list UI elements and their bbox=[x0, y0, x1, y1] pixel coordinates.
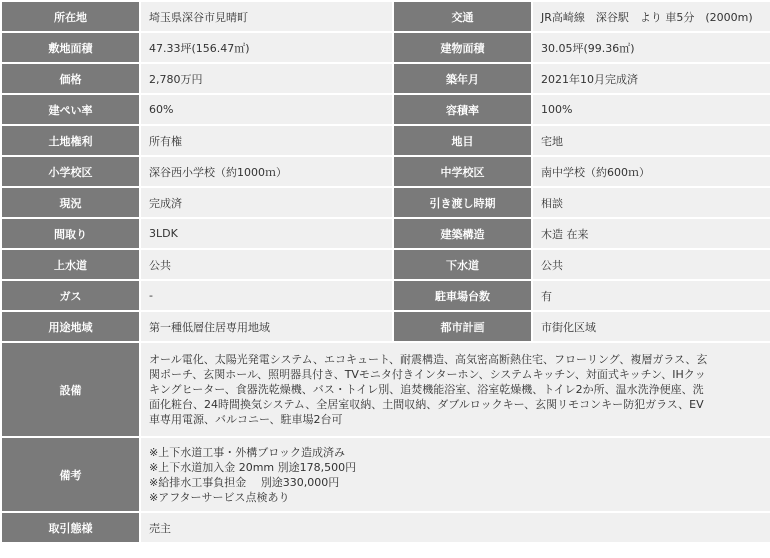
value-water-supply: 公共 bbox=[140, 249, 393, 280]
value-building-area: 30.05坪(99.36㎡) bbox=[532, 32, 770, 63]
label-location: 所在地 bbox=[1, 1, 140, 32]
row-gas bbox=[1, 280, 770, 311]
row-layout bbox=[1, 218, 770, 249]
value-structure: 木造 在来 bbox=[532, 218, 770, 249]
value-junior-high-school: 南中学校（約600ｍ） bbox=[532, 156, 770, 187]
equipment-line: 車専用電源、バルコニー、駐車場2台可 bbox=[149, 413, 343, 426]
label-built-date: 築年月 bbox=[393, 63, 532, 94]
value-equipment bbox=[140, 342, 770, 437]
label-floor-plan: 間取り bbox=[1, 218, 140, 249]
label-city-planning: 都市計画 bbox=[393, 311, 532, 342]
row-zoning bbox=[1, 311, 770, 342]
row-remarks bbox=[1, 437, 770, 512]
row-rights bbox=[1, 125, 770, 156]
row-coverage bbox=[1, 94, 770, 125]
remarks-line: ※アフターサービス点検あり bbox=[149, 490, 290, 504]
value-built-date: 2021年10月完成済 bbox=[532, 63, 770, 94]
value-price: 2,780万円 bbox=[140, 63, 393, 94]
label-zoning: 用途地域 bbox=[1, 311, 140, 342]
label-land-area: 敷地面積 bbox=[1, 32, 140, 63]
row-location bbox=[1, 1, 770, 32]
row-transaction bbox=[1, 512, 770, 543]
remarks-line: ※上下水道工事・外構ブロック造成済み bbox=[149, 445, 345, 459]
label-price: 価格 bbox=[1, 63, 140, 94]
label-sewerage: 下水道 bbox=[393, 249, 532, 280]
value-transport: JR高崎線 深谷駅 より 車5分 (2000m) bbox=[532, 1, 770, 32]
equipment-line: オール電化、太陽光発電システム、エコキュート、耐震構造、高気密高断熱住宅、フローリング、複層ガラス、玄 bbox=[149, 353, 708, 366]
row-water bbox=[1, 249, 770, 280]
value-zoning: 第一種低層住居専用地域 bbox=[140, 311, 393, 342]
label-structure: 建築構造 bbox=[393, 218, 532, 249]
value-gas: - bbox=[140, 280, 393, 311]
value-floor-area-ratio: 100% bbox=[532, 94, 770, 125]
row-equipment bbox=[1, 342, 770, 437]
value-city-planning: 市街化区域 bbox=[532, 311, 770, 342]
value-transaction-type: 売主 bbox=[140, 512, 770, 543]
label-coverage-ratio: 建ぺい率 bbox=[1, 94, 140, 125]
label-gas: ガス bbox=[1, 280, 140, 311]
value-sewerage: 公共 bbox=[532, 249, 770, 280]
row-price bbox=[1, 63, 770, 94]
value-current-status: 完成済 bbox=[140, 187, 393, 218]
value-remarks bbox=[140, 437, 770, 512]
equipment-line: 面化粧台、24時間換気システム、全居室収納、土間収納、ダブルロックキー、玄関リモコンキー防犯ガラス、EV bbox=[149, 398, 704, 411]
label-land-category: 地目 bbox=[393, 125, 532, 156]
value-floor-plan: 3LDK bbox=[140, 218, 393, 249]
label-equipment: 設備 bbox=[1, 342, 140, 437]
row-school bbox=[1, 156, 770, 187]
value-parking: 有 bbox=[532, 280, 770, 311]
label-floor-area-ratio: 容積率 bbox=[393, 94, 532, 125]
value-location: 埼玉県深谷市見晴町 bbox=[140, 1, 393, 32]
label-handover: 引き渡し時期 bbox=[393, 187, 532, 218]
row-area bbox=[1, 32, 770, 63]
value-coverage-ratio: 60% bbox=[140, 94, 393, 125]
label-current-status: 現況 bbox=[1, 187, 140, 218]
label-transport: 交通 bbox=[393, 1, 532, 32]
label-junior-high-school: 中学校区 bbox=[393, 156, 532, 187]
label-parking: 駐車場台数 bbox=[393, 280, 532, 311]
label-transaction-type: 取引態様 bbox=[1, 512, 140, 543]
row-status bbox=[1, 187, 770, 218]
label-remarks: 備考 bbox=[1, 437, 140, 512]
label-water-supply: 上水道 bbox=[1, 249, 140, 280]
remarks-line: ※給排水工事負担金 別途330,000円 bbox=[149, 475, 340, 489]
value-handover: 相談 bbox=[532, 187, 770, 218]
label-building-area: 建物面積 bbox=[393, 32, 532, 63]
equipment-line: 関ポーチ、玄関ホール、照明器具付き、TVモニタ付きインターホン、システムキッチン、対面式キッチン、IHクッ bbox=[149, 368, 706, 381]
value-land-category: 宅地 bbox=[532, 125, 770, 156]
remarks-line: ※上下水道加入金 20mm 別途178,500円 bbox=[149, 460, 357, 474]
equipment-line: キングヒーター、食器洗乾燥機、バス・トイレ別、追焚機能浴室、浴室乾燥機、トイレ2か所、温水洗浄便座、洗 bbox=[149, 383, 704, 396]
label-land-rights: 土地権利 bbox=[1, 125, 140, 156]
label-elementary-school: 小学校区 bbox=[1, 156, 140, 187]
value-land-area: 47.33坪(156.47㎡) bbox=[140, 32, 393, 63]
value-land-rights: 所有権 bbox=[140, 125, 393, 156]
value-elementary-school: 深谷西小学校（約1000ｍ） bbox=[140, 156, 393, 187]
